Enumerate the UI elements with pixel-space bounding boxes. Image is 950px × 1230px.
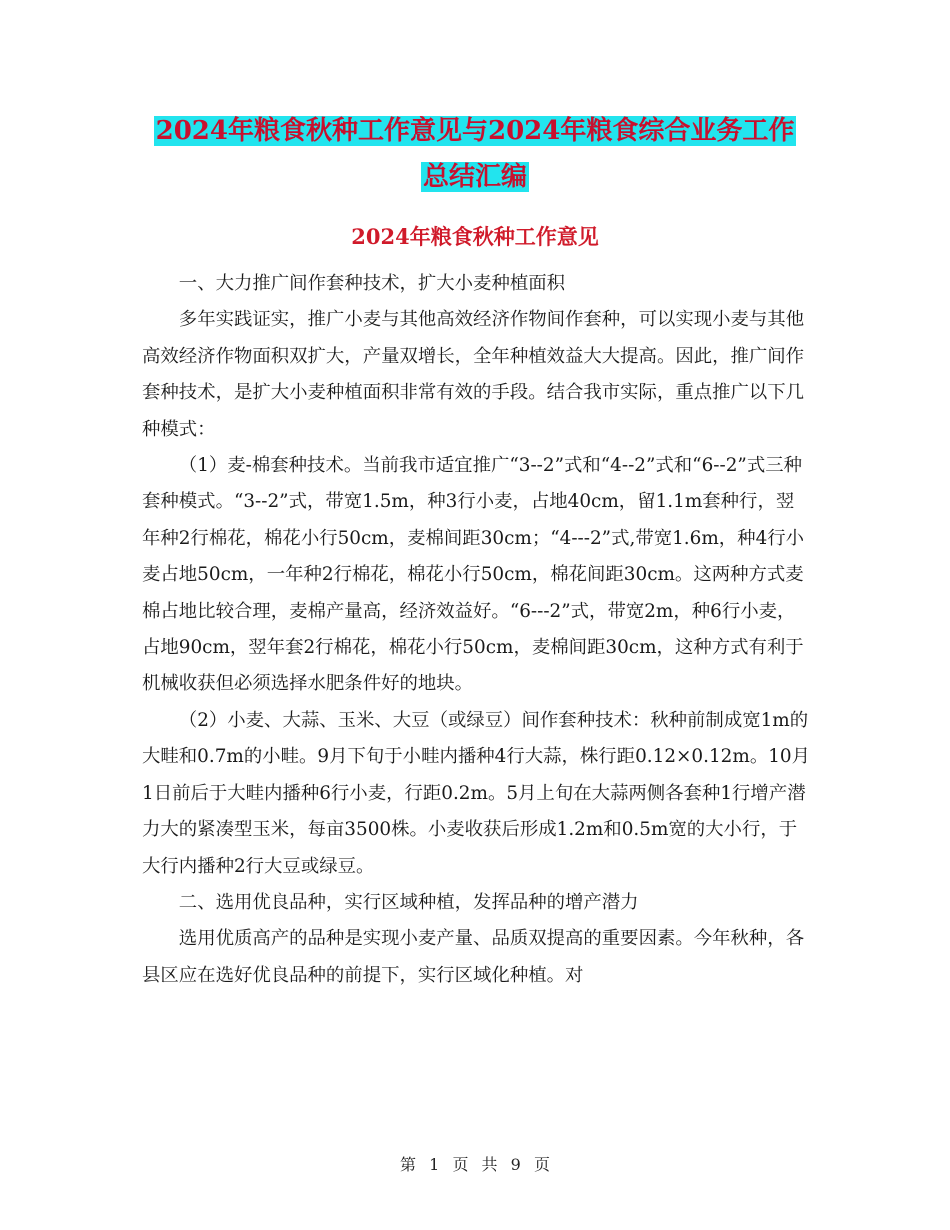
heading-2: 二、选用优良品种，实行区域种植，发挥品种的增产潜力 bbox=[178, 891, 639, 913]
footer-mid: 页 bbox=[452, 1155, 469, 1174]
section-title: 2024年粮食秋种工作意见 bbox=[351, 224, 599, 249]
footer-prefix: 第 bbox=[400, 1155, 417, 1174]
footer-total-prefix: 共 bbox=[481, 1155, 498, 1174]
paragraph: 多年实践证实，推广小麦与其他高效经济作物间作套种，可以实现小麦与其他高效经济作物面积双扩大，产量双增长，全年种植效益大大提高。因此，推广间作套种技术，是扩大小麦种植面积非常有效的手段。结合我市实际，重点推广以下几种模式： bbox=[142, 309, 805, 440]
title-line-1: 2024年粮食秋种工作意见与2024年粮食综合业务工作 bbox=[155, 116, 795, 146]
page-footer bbox=[0, 1152, 950, 1175]
page-number: 1 bbox=[429, 1155, 440, 1174]
paragraph: 选用优质高产的品种是实现小麦产量、品质双提高的重要因素。今年秋种，各县区应在选好优良品种的前提下，实行区域化种植。对 bbox=[142, 928, 805, 986]
document-body bbox=[142, 266, 810, 994]
heading-1: 一、大力推广间作套种技术，扩大小麦种植面积 bbox=[178, 273, 566, 294]
total-pages: 9 bbox=[510, 1155, 521, 1174]
title-line-2: 总结汇编 bbox=[422, 162, 527, 192]
document-title bbox=[0, 108, 950, 200]
paragraph: （2）小麦、大蒜、玉米、大豆（或绿豆）间作套种技术：秋种前制成宽1m的大畦和0.7m的小畦。9月下旬于小畦内播种4行大蒜，株行距0.12×0.12m。10月1日前后于大畦内播种6行小麦，行距0.2m。5月上旬在大蒜两侧各套种1行增产潜力大的紧凑型玉米，每亩3500株。小麦收获后形成1.2m和0.5m宽的大小行，于大行内播种2行大豆或绿豆。 bbox=[142, 709, 810, 877]
paragraph: （1）麦-棉套种技术。当前我市适宜推广“3--2”式和“4--2”式和“6--2”式三种套种模式。“3--2”式，带宽1.5m，种3行小麦，占地40cm，留1.1m套种行，翌年种2行棉花，棉花小行50cm，麦棉间距30cm；“4---2”式,带宽1.6m，种4行小麦占地50cm，一年种2行棉花，棉花小行50cm，棉花间距30cm。这两种方式麦棉占地比较合理，麦棉产量高，经济效益好。“6---2”式，带宽2m，种6行小麦，占地90cm，翌年套2行棉花，棉花小行50cm，麦棉间距30cm，这种方式有利于机械收获但必须选择水肥条件好的地块。 bbox=[142, 455, 805, 695]
footer-suffix: 页 bbox=[533, 1155, 550, 1174]
